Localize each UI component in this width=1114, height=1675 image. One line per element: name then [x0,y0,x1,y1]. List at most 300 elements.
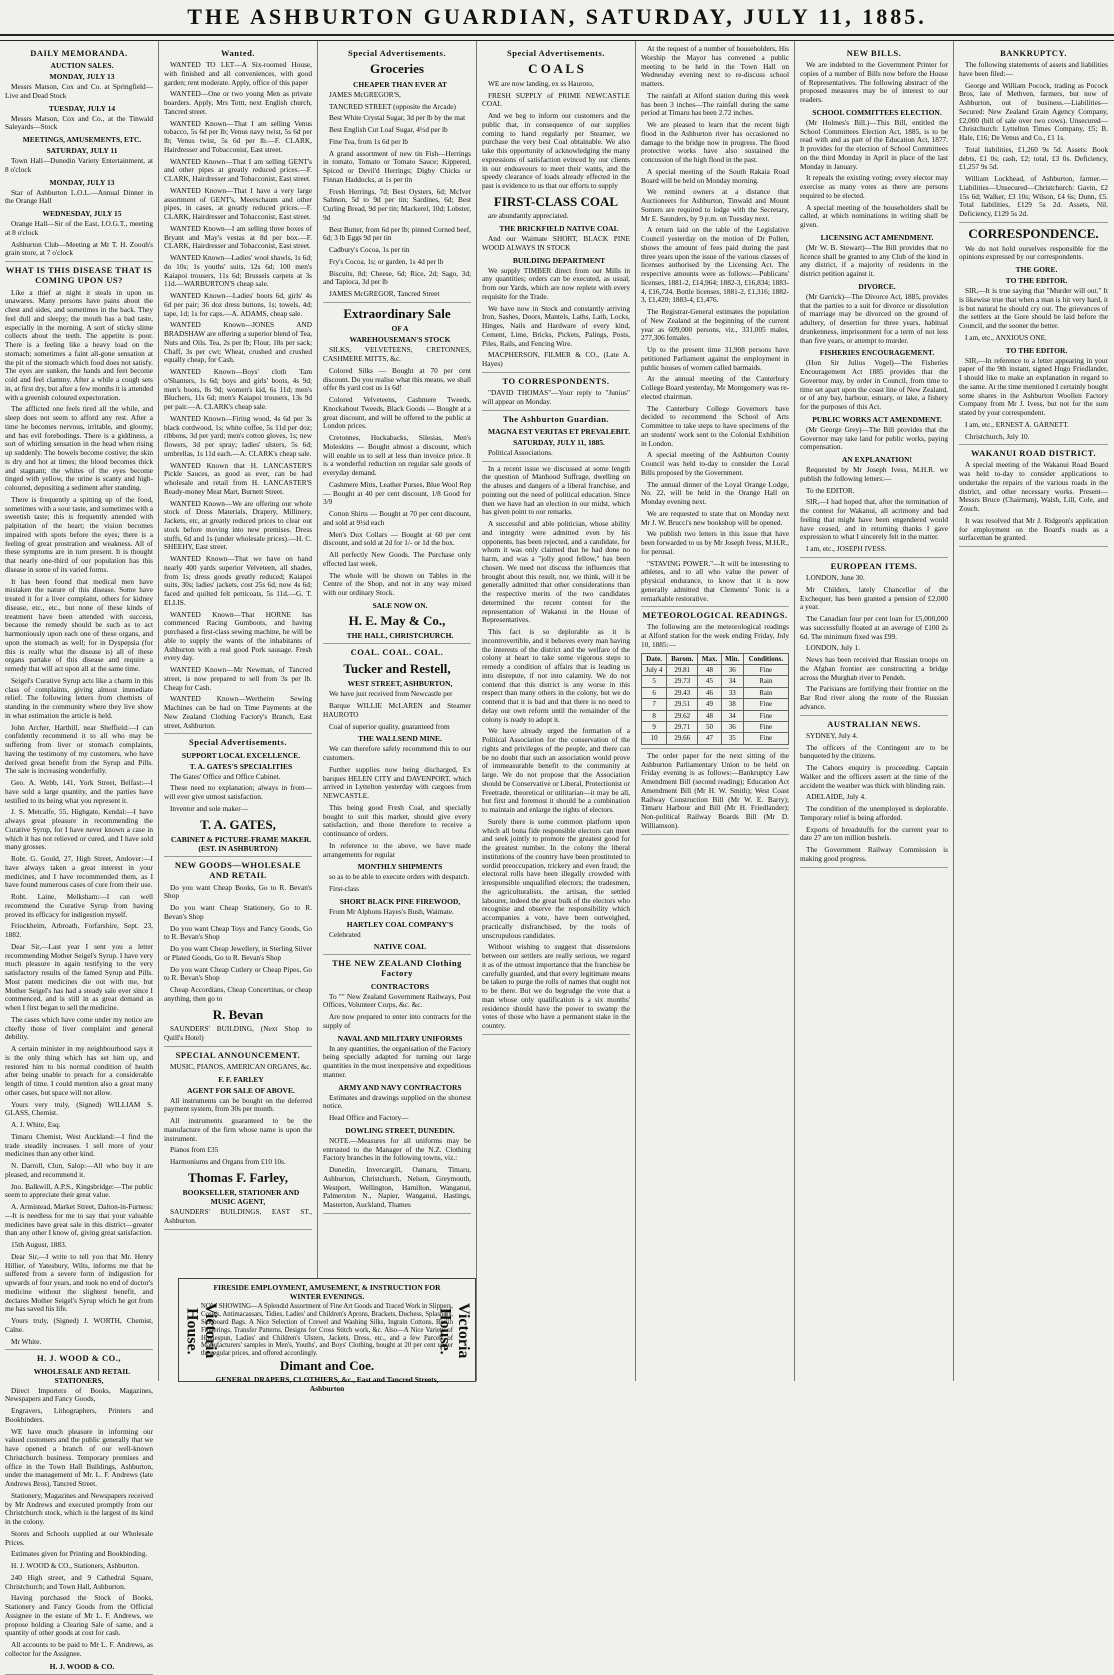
text-block: The order paper for the next sitting of the Ashburton Parliamentary Union to be held on Friday evening is as follows:—Bankruptcy Law Amendment Bill (second reading); Education Act Amendment Bill (Mr H. W. Smith); West Coast Railway Construction Bill (Mr W. E. Barry); Timaru Harbour and Bill (Mr H. Friedlander); Non-political Railway Boards Bill (Mr D. Williamson). [641,750,789,830]
text-block: WHOLESALE AND RETAIL STATIONERS, [33,1366,131,1385]
table-cell: Fine [743,710,788,721]
text-block: NAVAL AND MILITARY UNIFORMS [337,1033,463,1043]
text-block: WANTED Known—Ladies' wool shawls, 1s 6d; do 10s; 1s youths' suits, 12s 6d; 100 men's Kaiapoi trousers, 11s 6d; Brussels carpets at 3s 11d.—WARBURTON'S cheap sale. [164,253,312,289]
text-block: A. J. White, Esq. [11,1120,61,1130]
table-cell: 8 [642,710,667,721]
table-row [642,722,789,733]
text-block: It was resolved that Mr J. Ridgeon's application for employment on the Board's roads as a surfaceman be granted. [959,515,1108,543]
text-block: Town Hall—Dunedin Variety Entertainment, at 8 o'clock [5,156,153,174]
text-block: Mr White. [11,1336,42,1346]
text-block: And we beg to inform our customers and the public that, in consequence of our supplies coming to hand regularly per Steamer, we purchase the very best Coal obtainable. We also take this opportunity of acknowledging the many expressions of satisfaction evinced by our clients in our endeavours to meet their wants, and the speedy clearance of loads already effected in the past is evidence to us that our efforts to supply [482,111,630,191]
text-block: Do you want Cheap Toys and Fancy Goods, Go to R. Bevan's Shop [164,923,312,942]
text-block: Stationery, Magazines and Newspapers received by Mr Andrews and executed promptly from our Christchurch stock, which is the largest of its kind in the colony. [5,1490,153,1526]
table-cell: 34 [721,676,743,687]
column-1 [0,41,159,1671]
section-heading: Special Advertisements. [507,48,605,58]
section-divider [959,546,1108,547]
text-block: SIR,—In reference to a letter appearing in your paper of the 9th instant, signed Hugo Friedlander, I should like to make an explanation in regard to the same. At the time mentioned I certainly bought some shares in the Ashburton Woollen Factory Company from Mr J. Ivess, but not for the sum stated by your correspondent. [959,355,1108,418]
section-heading: Wanted. [221,48,255,58]
table-row [642,733,789,744]
text-block: WANTED Known—I am selling three boxes of Bryant and May's vestas at 8d per box.—F. CLARK, Hairdresser and Tobacconist, East street. [164,223,312,251]
text-block: The Canadian four per cent loan for £5,000,000 was successfully floated at an average of £100 2s 6d. The minimum fixed was £99. [800,614,948,641]
table-header: Max. [698,653,721,664]
text-block: Total liabilities, £1,260 9s 5d. Assets: Book debts, £1 0s; cash, £2; total, £3 0s. Deficiency, £1,257 9s 5d. [959,144,1108,172]
section-heading: Special Advertisements. [189,737,287,748]
table-cell: 29.43 [667,687,698,698]
text-block: A special meeting of the Wakanui Road Board was held to-day to consider applications to undertake the repairs of the various roads in the district, and other necessary works. Present—Messrs Bruce (Chairman), Walsh, Lill, Cole, and Zouch. [959,460,1108,514]
table-cell: 47 [698,733,721,744]
section-divider [5,261,153,262]
fireside-text: NOW SHOWING—A Splendid Assortment of Fine Art Goods and Traced Work in Slippers, Cosies, Antimacassars, Tidies, Ladies' and Children's Aprons, Brackets, Duchess, Splashers, Sideboard Bags. A Nice Selection of Crewel and Washing Silks, Ingrain Cottons, Berlin Fingerings, Transfer Patterns, Designs for Cross Stitch work, &c. Also—A Nice Variety of Homespun, Ladies' and Children's Ulsters, Jackets, Dress, etc., and a few Parcels of Manufacturers' samples in Men's, Youths', and Boys' Clothing, bought at 20 per cent under the regular prices, and offered accordingly. [201,1303,453,1358]
text-block: FRESH SUPPLY of PRIME NEWCASTLE COAL [482,90,630,109]
section-divider [164,1046,312,1047]
section-divider [323,954,471,955]
text-block: SAUNDERS' BUILDINGS, EAST ST., Ashburton. [164,1207,312,1226]
text-block: WANTED Known—Mr Newman, of Tancred street, is now prepared to sell from 3s per lb. Cheap for Cash. [164,665,312,692]
text-block: We are requested to state that on Monday next Mr J. W. Brucci's new bookshop will be opened. [641,508,789,527]
section-divider [482,372,630,373]
text-block: LICENSING ACT AMENDMENT. [820,232,934,242]
text-block: We can therefore safely recommend this to our customers. [323,744,471,762]
text-block: Best White Crystal Sugar, 3d per lb by the mat [329,113,466,123]
text-block: It has been found that medical men have mistaken the nature of this disease. Some have treated it for a liver complaint, others for kidney disease, etc., etc., but none of these kinds of treatment have been attended with success, because the remedy should be such as to act harmoniously upon each one of these organs, and upon the stomach as well; for in Dyspepsia (for this is really what the disease is) all of these organs partake of this disease and require a remedy that will act upon all at the same time. [5,576,153,674]
text-block: FIRST-CLASS COAL [493,193,619,209]
text-block: WANTED Known—Boys' cloth Tam o'Shanters, 1s 6d; boys and girls' boots, 4s 9d; men's boots, 8s 9d; women's kid, 6s 11d; men's Bluchers, 11s 6d; men's Kaiapoi trousers, 13s 9d per pair.—A. CLARK's cheap sale. [164,367,312,412]
text-block: MEETINGS, AMUSEMENTS, ETC. [22,135,142,145]
text-block: We publish two letters in this issue that have been forwarded to us by Mr Joseph Ivess, M.H.R., for perusal. [641,529,789,556]
table-cell: 36 [721,722,743,733]
text-block: TO THE EDITOR. [1005,276,1068,286]
text-block: The officers of the Contingent are to be banqueted by the citizens. [800,742,948,761]
text-block: In reference to the above, we have made arrangements for regular [323,840,471,859]
table-cell: 5 [642,676,667,687]
section-divider [482,410,630,411]
text-block: C O A L S [528,61,584,77]
text-block: MONDAY, JULY 13 [49,177,115,187]
section-divider [323,1213,471,1214]
text-block: AUCTION SALES. [50,61,114,71]
text-block: HARTLEY COAL COMPANY'S [346,919,454,929]
text-block: Robt. Laine, Melksham:—I can well recommend the Curative Syrup from having proved its efficacy for indigestion myself. [5,892,153,919]
text-block: Thomas F. Farley, [188,1169,288,1185]
text-block: Without wishing to suggest that dissensions between our settlers are really serious, we regard it as of the utmost importance that the franchise be carefully guarded, and that every legitimate means be taken to purge the rolls of names that ought not to be there. But we do begrudge the vote that a man whose only qualification is a six months' residence should have the power to swamp the votes of those who have a permanent stake in the country. [482,942,630,1030]
text-block: (Mr George Grey)—The Bill provides that the Governor may take land for public works, paying compensation. [800,424,948,452]
table-cell: 49 [698,699,721,710]
table-row [642,676,789,687]
table-cell: 29.66 [667,733,698,744]
text-block: A successful and able politician, whose ability and integrity were admitted even by his opponents, has been rejected, and a candidate, for whom it was only claimed that he had done no harm, and was a "jolly good fellow," has been chosen. We need not discuss the influences that brought about this result, nor, we think, will it be generally admitted that other considerations than the respective merits of the two candidates determined the recent contest for the representation of Wakanui in the House of Representatives. [482,519,630,625]
section-heading: BANKRUPTCY. [1000,48,1067,58]
column-2 [159,41,318,1381]
text-block: WANTED Known—That I am selling GENT's and other pipes at greatly reduced prices.—F. CLARK, Hairdresser and Tobacconist, East street. [164,156,312,184]
table-header: Barom. [667,653,698,664]
section-divider [641,606,789,607]
text-block: NATIVE COAL [373,942,427,952]
text-block: WANTED Known—Firing wood, 4s 6d per 3s black cordwood, 1s; white coffee, 5s 11d per doz; ribbons, 3d per yard; men's cotton gloves, 1s; new flowers, 3d per spray; ladies' ulsters, 5s 6d; umbrellas, 1s 11d each.—A. CLARK's cheap sale. [164,413,312,458]
text-block: AGENT FOR SALE OF ABOVE. [187,1085,295,1095]
text-block: WANTED Known—That HORNE has commenced Racing Gumboots, and having purchased a first-class sewing machine, he will be able to supply the wants of the inhabitants of Ashburton with a real good Pork sausage. Fresh every day. [164,609,312,663]
text-block: SAUNDERS' BUILDING, (Next Shop to Quill's Hotel) [164,1024,312,1042]
text-block: CHEAPER THAN EVER AT [352,79,448,89]
section-heading: EUROPEAN ITEMS. [830,560,918,571]
text-block: Jno. Balkwill, A.P.S., Kingsbridge:—The public seem to appreciate their great value. [5,1181,153,1200]
text-block: TANCRED STREET (opposite the Arcade) [329,101,456,111]
table-cell: 7 [642,699,667,710]
text-block: WAREHOUSEMAN'S STOCK [349,335,451,345]
text-block: SIR,—I had hoped that, after the termination of the contest for Wakanui, all acrimony and bad feeling that might have been engendered would have ceased, and in returning thanks I gave expression to what I sincerely felt in the matter. [800,497,948,542]
text-block: This fact is so deplorable as it is incontrovertible, and it behoves every man having the interests of the district and the welfare of the colony at heart to take some vigorous steps to remedy a condition of affairs that is leading us into disrepute, if not into calamity. We do not contend that this district is any worse in this respect than many others in the colony, but we do contend that it is bad and that there is no need to delay our own reform until the remainder of the colony is ready to adopt it. [482,627,630,724]
section-heading: AUSTRALIAN NEWS. [827,718,921,729]
column-5 [636,41,795,1381]
text-block: (Mr Garrick)—The Divorce Act, 1885, provides that the parties to a suit for divorce or dissolution of marriage may be divorced on the ground of adultery, of desertion for three years, habitual drunkenness, imprisonment for a term of not less than five years, or attempt to murder. [800,291,948,345]
text-block: F. F. FARLEY [218,1074,264,1084]
text-block: Stores and Schools supplied at our Wholesale Prices. [5,1528,153,1547]
text-block: Cheap Accordians, Cheap Concertinas, or cheap anything, then go to [164,985,312,1003]
text-block: CONTRACTORS [370,981,430,991]
text-block: DIVORCE. [858,281,896,291]
text-block: NOTE.—Measures for all uniforms may be entrusted to the Manager of the N.Z. Clothing Factory branches in the following towns, viz.: [323,1135,471,1163]
section-heading: WHAT IS THIS DISEASE THAT IS COMING UPON US? [5,265,153,286]
text-block: Estimates and drawings supplied on the shortest notice. [323,1092,471,1111]
text-block: SHORT BLACK PINE FIREWOOD, [339,896,461,906]
table-cell: 29.73 [667,676,698,687]
text-block: "DAVID THOMAS"—Your reply to "Junius" will appear on Monday. [482,388,630,406]
text-block: Exports of breadstuffs for the current year to date 27 are ten million bushels. [800,824,948,843]
table-cell: 10 [642,733,667,744]
table-cell: 9 [642,722,667,733]
table-cell: 45 [698,676,721,687]
text-block: The following statements of assets and liabilities have been filed:— [959,60,1108,78]
text-block: SIR,—It is true saying that "Murder will out." It is likewise true that when a man is hit very hard, it is but natural he should cry out. The grievances of the settlers at the Gore should be laid before the Council, and the sooner the better. [959,286,1108,331]
text-block: Geo. A. Webb, 141, York Street, Belfast:—I have sold a large quantity, and the parties have testified to its being what you represent it. [5,778,153,805]
text-block: We do not hold ourselves responsible for the opinions expressed by our correspondents. [959,243,1108,262]
text-block: There is frequently a spitting up of the food, sometimes with a sour taste, and sometimes with a sweetish taste; this is frequently attended with palpitation of the heart; the vision becomes impaired with spots before the eyes; there is a feeling of great prostration and weakness. All of these symptoms are in turn present. It is thought that nearly one-third of our population has this disease in some of its varied forms. [5,494,153,574]
text-block: This being good Fresh Coal, and specially bought to suit this market, should give every satisfaction, and those therefore to receive a continuance of orders. [323,802,471,838]
text-block: R. Bevan [212,1006,264,1022]
section-divider [800,715,948,716]
text-block: These need no explanation; always in front—will ever give utmost satisfaction. [164,783,312,802]
text-block: Harmoniums and Organs from £10 10s. [170,1157,286,1167]
text-block: SATURDAY, JULY 11, 1885. [513,437,605,447]
section-divider [482,461,630,462]
text-block: Coal of superior quality, guaranteed from [329,721,450,731]
text-block: Messrs Matson, Cox and Co. at Springfield—Live and Dead Stock [5,82,153,100]
text-block: And our Waimate SHORT, BLACK PINE WOOD ALWAYS IN STOCK [482,234,630,252]
text-block: THE GORE. [1015,265,1058,275]
text-block: Best English Cut Loaf Sugar, 4½d per lb [329,125,448,135]
table-cell: Fine [743,665,788,676]
text-block: A. Armistead, Market Street, Dalton-in-Furness:—It is needless for me to say that your valuable medicines have great sale in this district—greater than any other I know of, giving great satisfaction. [5,1202,153,1238]
table-cell: 29.51 [667,699,698,710]
text-block: Messrs Matson, Cox and Co., at the Tinwald Saleyards—Stock [5,113,153,132]
text-block: All accounts to be paid to Mr L. F. Andrews, as collector for the Assignee. [5,1640,153,1658]
section-heading: NEW GOODS—WHOLESALE AND RETAIL [174,860,302,881]
table-cell: Fine [743,699,788,710]
text-block: A special meeting of the householders shall be called, at which nominations in writing shall be given. [800,202,948,230]
text-block: so as to be able to execute orders with despatch. [329,872,470,882]
table-cell: 48 [698,710,721,721]
text-block: H. E. May & Co., [348,612,446,628]
section-heading: WAKANUI ROAD DISTRICT. [971,448,1096,459]
text-block: J. S. Metcalfe, 55, Highgate, Kendal:—I have always great pleasure in recommending the Curative Syrup, for I have never known a case in which it has not relieved or cured, and I have sold many grosses. [5,807,153,852]
section-divider [482,1034,630,1035]
section-heading: THE NEW ZEALAND Clothing Factory [332,958,462,979]
text-block: To "" New Zealand Government Railways, Post Offices, Volunteer Corps, &c. &c. [323,991,471,1010]
text-block: From Mr Alphons Hayes's Bush, Waimate. [329,906,454,916]
text-block: Do you want Cheap Stationery, Go to R. Bevan's Shop [164,903,312,921]
text-block: Engravers, Lithographers, Printers and Bookbinders. [5,1406,153,1424]
table-cell: July 4 [642,665,667,676]
text-block: THE WALLSEND MINE. [358,734,442,744]
text-block: We have already urged the formation of a Political Association for the conservation of the rights and privileges of the people, and there can be no doubt that such an association would prove of immeasurable benefit to the community at large. We do not propose that the Association should be Conservative or Liberal, Protectionist or Freetrade, theoretical or utilitarian—it may be all, but first and foremost it should be a combination to maintain and enlarge the rights of electors. [482,726,630,814]
table-row [642,687,789,698]
meteorological-table [641,653,789,745]
text-block: Like a thief at night it steals in upon us unawares. Many persons have pains about the chest and sides, and sometimes in the back. They feel dull and sleepy; the mouth has a bad taste, especially in the morning. A sort of sticky slime collects about the teeth. The appetite is poor. There is a feeling like a heavy load on the stomach; sometimes a faint all-gone sensation at the pit of the stomach which food does not satisfy. The eyes are sunken, the hands and feet become cold and feel clammy. After a while a cough sets in, at first dry, but after a few months it is attended with a greenish coloured expectoration. [5,287,153,402]
text-block: The Gates' Office and Office Cabinet. [170,771,281,781]
text-block: Star of Ashburton L.O.L.—Annual Dinner in the Orange Hall [5,187,153,206]
text-block: (Mr W. B. Stewart)—The Bill provides that no licence shall be granted to any Club of the kind in any district, if a majority of residents in the district petition against it. [800,242,948,279]
text-block: Yours very truly, (Signed) WILLIAM S. GLASS, Chemist. [5,1099,153,1118]
text-block: Dear Sir,—Last year I sent you a letter recommending Mother Seigel's Syrup. I have very much pleasure in again testifying to the very satisfactory results of the famed Syrup and Pills. Most patent medicines die out with me, but Mother Seigel's has had a steady sale ever since I commenced, and is still in as great demand as when I first began to sell the medicine. [5,941,153,1013]
section-divider [800,557,948,558]
table-header: Min. [721,653,743,664]
fireside-heading: FIRESIDE EMPLOYMENT, AMUSEMENT, & INSTRUCTION FOR WINTER EVENINGS. [213,1283,441,1301]
text-block: Direct Importers of Books, Magazines, Newspapers and Fancy Goods, [5,1385,153,1404]
text-block: Celebrated [329,929,361,939]
text-block: LONDON, July 1. [806,643,860,653]
text-block: The cases which have come under my notice are chiefly those of liver complaint and general debility. [5,1014,153,1042]
text-block: AN EXPLANATION! [841,455,913,465]
text-block: We are indebted to the Government Printer for copies of a number of Bills now before the House of Representatives. The following abstract of the proposed measures may be of interest to our readers. [800,60,948,105]
text-block: The afflicted one feels tired all the while, and sleep does not seem to afford any rest. After a time he becomes nervous, irritable, and gloomy, and has evil forebodings. There is a giddiness, a sort of whirling sensation in the head when rising up suddenly. The bowels become costive; the skin is dry and hot at times; the blood becomes thick and stagnant; the whites of the eyes become tinged with yellow, the urine is scanty and high-coloured, depositing a sediment after standing. [5,404,153,493]
text-block: are abundantly appreciated. [488,211,569,221]
text-block: Fine Tea, from 1s 6d per lb [329,136,408,146]
text-block: Barque WILLIE McLAREN and Steamer HAUROTO [323,701,471,719]
text-block: The annual dinner of the Loyal Orange Lodge, No. 22, will be held in the Orange Hall on Monday evening next. [641,479,789,506]
text-block: BUILDING DEPARTMENT [512,255,606,265]
text-block: To the EDITOR. [806,485,855,495]
text-block: The Parisians are fortifying their frontier on the Bar Rud river along the route of the Russian advance. [800,684,948,711]
section-heading: DAILY MEMORANDA. [30,48,128,58]
fireside-address: GENERAL DRAPERS, CLOTHIERS, &c., East and Tancred Streets, Ashburton [215,1374,439,1393]
table-cell: 34 [721,710,743,721]
text-block: Seigel's Curative Syrup acts like a charm in this class of complaints, giving almost immediate relief. The following letters from chemists of standing in the community where they live show in what estimation the article is held. [5,675,153,720]
column-7 [954,41,1113,1381]
text-block: The Canterbury College Governors have decided to recommend the School of Arts Committee to take steps to have specimens of the art students' work sent to the Colonial Exhibition in London. [641,403,789,448]
table-cell: 36 [721,665,743,676]
text-block: Fry's Cocoa, 1s; or garden, 1s 4d per lb [329,256,444,266]
text-block: In any quantities, the organisation of the Factory being specially adapted for turning out large quantities in the most inexpensive and expeditious manner. [323,1043,471,1079]
text-block: WANTED Known—Wertheim Sewing Machines can be had on Time Payments at the New Zealand Clothing Factory's Branch, East street, Ashburton. [164,694,312,730]
text-block: BOOKSELLER, STATIONER AND MUSIC AGENT, [182,1188,300,1207]
text-block: A special meeting of the South Rakaia Road Board will be held on Monday morning. [641,166,789,185]
text-block: George and William Pocock, trading as Pocock Bros, late of Methven, farmers, but now of Ashburton, out of business.—Liabilities—Secured: New Zealand Grain Agency Company, £2,000 (bill of sale over two cows). Unsecured—Christchurch: Lyttelton Times Company, £5; B. Hale, £16; De Venus and Co., £1 1s. [959,80,1108,143]
section-divider [641,748,789,749]
text-block: Ashburton Club—Meeting at Mr T. H. Zoouh's grain store, at 7 o'clock [5,239,153,258]
section-heading: SPECIAL ANNOUNCEMENT. [175,1049,301,1060]
fireside-firm: Dimant and Coe. [279,1357,375,1373]
text-block: H. J. WOOD & CO. [49,1661,115,1671]
text-block: The Government Railway Commission is making good progress. [800,845,948,863]
section-heading: H. J. WOOD & CO., [37,1353,121,1364]
table-cell: 29.71 [667,722,698,733]
text-block: We have just received from Newcastle per [329,689,453,699]
text-block: THE BRICKFIELD NATIVE COAL [499,224,619,234]
text-block: SALE NOW ON. [372,600,428,610]
text-block: We have now in Stock and constantly arriving Iron, Sashes, Doors, Mantels, Laths, Lath, Locks, Hinges, Nails and Hardware of every kind, Cement, Lime, Bricks, Pickets, Palings, Posts, Piles, Rails, and Fencing Wire. [482,303,630,348]
text-block: SYDNEY, July 4. [806,730,858,740]
text-block: THE HALL, CHRISTCHURCH. [346,631,454,641]
table-header: Date. [642,653,667,664]
text-block: It repeals the existing voting; every elector may exercise as many votes as there are persons required to be elected. [800,173,948,200]
text-block: Best Butter, from 6d per lb; pinned Corned beef, 6d; 3 lb Eggs 9d per tin [323,224,471,243]
section-divider [800,867,948,868]
section-heading: Special Advertisements. [348,48,446,58]
section-heading: The Ashburton Guardian. [502,413,610,424]
table-cell: Rain [743,676,788,687]
section-heading: COAL. COAL. COAL. [350,647,444,658]
text-block: TUESDAY, JULY 14 [48,103,116,113]
text-block: The Registrar-General estimates the population of New Zealand at the beginning of the current year as 609,000 persons, viz., 331,005 males, 277,306 females. [641,307,789,343]
text-block: Cotton Shirts — Bought at 70 per cent discount, and sold at 9½d each [323,509,471,527]
text-block: Robt. G. Gould, 27, High Street, Andover:—I have always taken a great interest in your medicines, and I have recommended them, as I have found numerous cases of cure from their use. [5,854,153,890]
text-block: JAMES McGREGOR'S, [329,89,401,99]
column-3 [318,41,477,1381]
table-cell: 6 [642,687,667,698]
text-block: LONDON, June 30. [806,573,865,583]
text-block: WANTED Known—JONES AND BRADSHAW are offering a superior blend of Tea, Nuts and Oils. Tea, 2s per lb; Flour, 18s per sack; Chaff, 3s per cwt; Wheat, crushed and crushed equally cheap, for Cash. [164,320,312,365]
text-block: Estimates given for Printing and Bookbinding. [11,1549,148,1559]
text-block: Friockheim, Arbroath, Forfarshire, Sept. 23, 1882. [5,921,153,940]
text-block: Colored Silks — Bought at 70 per cent discount. Do you realise what this means, we shall offer 8s yard cost us 1s 6d! [323,365,471,393]
text-block: Cadbury's Cocoa, 1s per tin [329,245,410,255]
text-block: Do you want Cheap Cutlery or Cheap Pipes, Go to R. Bevan's Shop [164,964,312,983]
text-block: WANTED Known—Ladies' boots 6d, girls' 4s 6d per pair; 36 doz dress buttons, 1s; towels, 4d; tape, 1d; 1s for caps.—A. ADAMS, cheap sale. [164,291,312,318]
text-block: At the request of a number of householders, His Worship the Mayor has convened a public meeting to be held in the Town Hall on Wednesday evening next to re-discuss school matters. [641,44,789,88]
text-block: I am, etc., ANXIOUS ONE. [965,332,1047,342]
section-divider [5,1674,153,1675]
section-divider [323,302,471,303]
table-header: Conditions. [743,653,788,664]
table-cell: 46 [698,687,721,698]
victoria-house-right: Victoria House. [436,1303,472,1359]
text-block: N. Darroll, Clun, Salop:—All who buy it are pleased, and recommend it. [5,1161,153,1179]
text-block: MUSIC, PIANOS, AMERICAN ORGANS, &c. [170,1061,312,1071]
text-block: Fresh Herrings, 7d; Best Oysters, 6d; McIver Salmon, 5d to 9d per tin; Sardines, 6d; Best Curling Bread, 9d per tin; Mackerel, 10d; Lobster, 9d [323,186,471,222]
section-heading: Extraordinary Sale [343,305,451,321]
text-block: Political Associations. [488,447,553,457]
text-block: MONTHLY SHIPMENTS [357,862,443,872]
text-block: WANTED—One or two young Men as private boarders. Apply, Mrs Tottt, next English church, Tancred street. [164,89,312,116]
text-block: Dunedin, Invercargill, Oamaru, Timaru, Ashburton, Christchurch, Nelson, Greymouth, Westport, Wellington, Hamilton, Wanganui, Palmerston N., Napier, Wanganui, Hastings, Masterton, Auckland, Thames [323,1165,471,1210]
table-row [642,699,789,710]
text-block: Yours truly, (Signed) J. WORTH, Chemist, Calne. [5,1316,153,1334]
text-block: "STAVING POWER."—It will be interesting to athletes, and to all who value the power of physical endurance, to know that it is now generally admitted that Clements' Tonic is a remarkable restorative. [641,558,789,603]
text-block: First-class [329,884,359,893]
text-block: Christchurch, July 10. [965,431,1030,441]
text-block: Groceries [370,61,424,77]
table-cell: 35 [721,733,743,744]
text-block: JAMES McGREGOR, Tancred Street [329,289,440,299]
fireside-advertisement [178,1278,476,1393]
text-block: TO THE EDITOR. [1005,345,1068,355]
text-block: SUPPORT LOCAL EXCELLENCE. [181,750,301,760]
text-block: Cretonnes, Huckabacks, Silesias, Men's Moleskins — Bought almost a discount, which will enable us to sell at less than invoice price. It is a wonderful reduction on regular sale goods of everyday demand. [323,433,471,478]
table-cell: 33 [721,687,743,698]
text-block: We remind owners at a distance that Auctioneers for Ashburton, Tinwald and Mount Somers are required to lodge with the Secretary, Mr E. Saunders, by 9 p.m. on Tuesday next. [641,187,789,223]
text-block: (Hon Sir Julius Vogel)—The Fisheries Encouragement Act 1885 provides that the Governor may, by order in Council, from time to time set apart upon the coast line of New Zealand, or of any bay, harbour, estuary, or lake, a fishery for the purposes of this Act. [800,358,948,412]
text-block: Men's Dux Collars — Bought at 60 per cent discount, and sold at 2d for 1/- or 1d the box. [323,529,471,548]
table-cell: Rain [743,687,788,698]
text-block: William Lockhead, of Ashburton, farmer.—Liabilities—Unsecured—Christchurch: Gavin, £2 15s 6d; Walker, £3 10s; Wilson, £4 6s; Dunn, £5. Total liabilities, £129 5s 2d. Assets, Nil. Deficiency, £129 5s 2d. [959,174,1108,219]
text-block: At the annual meeting of the Canterbury College Board yesterday, Mr Montgomery was re-elected chairman. [641,374,789,401]
text-block: DOWLING STREET, DUNEDIN. [345,1125,455,1135]
text-block: OF A [391,324,409,334]
text-block: Tucker and Restell, [343,660,451,676]
text-block: Colored Velveteens, Cashmere Tweeds, Knockabout Tweeds, Black Goods — Bought at a great discount, and will be offered to the public at London prices. [323,395,471,431]
text-block: A return laid on the table of the Legislative Council yesterday on the motion of Dr Pollen, shows the amount of fees paid during the past three years upon the issue of the various classes of licenses authorised by the Licensing Act. The respective amounts were as follows:—Publicans' licenses, 1881-2, £14,964; 1882-3, £16,834; 1883-4, £16,724. Bottle licenses, 1881-2, £1,316; 1882-3, £1,420; 1883-4, £1,476. [641,225,789,305]
text-block: Are now prepared to enter into contracts for the supply of [323,1012,471,1030]
table-cell: 29.62 [667,710,698,721]
text-block: MACPHERSON, FILMER & CO., (Late A. Hayes) [482,350,630,369]
text-block: We supply TIMBER direct from our Mills in any quantities; orders can be executed, as usual, from our Yards, which are now replete with every requisite for the Trade. [482,265,630,301]
text-block: All instruments guaranteed to be the manufacture of the firm whose name is upon the instrument. [164,1116,312,1143]
text-block: The whole will be shown on Tables in the Centre of the Shop, and not in any way mixed with our ordinary Stock. [323,570,471,598]
table-cell: 29.81 [667,665,698,676]
section-heading: METEOROLOGICAL READINGS. [642,610,788,621]
text-block: WEST STREET, ASHBURTON, [347,679,453,689]
section-divider [164,733,312,734]
text-block: Timaru Chemist, West Auckland:—I find the trade steadily increases. I sell more of your medicines than any other kind. [5,1131,153,1159]
text-block: A grand assortment of new tin Fish—Herrings in tomato, Tomato or Tomato Sauce; Kippered, Spiced or Devil'd Herrings; Digby Chicks or Finnan Haddocks, at 1s per tin [323,148,471,184]
text-block: CABINET & PICTURE-FRAME MAKER. (EST. IN ASHBURTON) [170,835,312,854]
text-block: (Mr Holmes's Bill.)—This Bill, entitled the School Committees Election Act, 1885, is to be read with and as part of the Education Act, 1877. It provides for the election of School Committees on the third Monday in April in place of the last Monday in January. [800,117,948,171]
column-6 [795,41,954,1381]
text-block: WE have much pleasure in informing our valued customers and the public generally that we have opened a branch of our well-known Christchurch business. Temporary premises and office in the Town Hall Buildings, Ashburton, under the management of Mr. L. F. Andrews (late Andrews Bros), Tancred Street. [5,1426,153,1488]
text-block: Surely there is some common platform upon which all bona fide responsible electors can meet and seek jointly to promote the greatest good for the greatest number. In the colony the liberal institutions of the country have been prostituted to sordid preoccupation, trickery and even fraud; the electoral rolls have been illegally crowded with irresponsible unqualified electors; the tradesmen, the agriculturalists, the artisan, the settled labourer, indeed the great bulk of the electors who recognise and observe the responsibility which accompanies a vote, have been outweighed, practically disfranchised, by the tools of unscrupulous candidates. [482,816,630,940]
text-block: Having purchased the Stock of Books, Stationery and Fancy Goods from the Official Assignee in the estate of Mr L. F. Andrews, we propose holding a Clearing Sale of same, and a quantity of other goods at cost for cash. [5,1593,153,1638]
text-block: Orange Hall—Sir of the East, I.O.G.T., meeting at 8 o'clock [5,219,153,237]
text-block: WANTED Known—That we have on hand nearly 400 yards superior Velveteen, all shades, from 1s; dress goods greatly reduced; Kaiapoi suits, 30s; ladies' jackets, cost 25s 6d, now 4s 6d; faced and quilted felt petticoats, 5s 11d.—G. T. ELLIS. [164,554,312,607]
text-block: The rainfall at Alford station during this week has been 3 inches—The rainfall during the same period at Timaru has been 2.72 inches. [641,90,789,118]
text-block: We are pleased to learn that the recent high flood in the Ashburton river has occasioned no damage to the bridge now in progress. The flood protective works have also sustained the concussion of the high flood in the past. [641,120,789,164]
table-cell: 38 [721,699,743,710]
text-block: WANTED Known—That I have a very large assortment of GENT's, Meerschaum and other pipes, in cases, at greatly reduced prices.—F. CLARK, Hairdresser and Tobacconist, East street. [164,185,312,222]
text-block: SILKS, VELVETEENS, CRETONNES, CASHMERE MITTS, &c. [323,345,471,364]
table-cell: Fine [743,722,788,733]
text-block: H. J. WOOD & CO., Stationers, Ashburton. [11,1561,139,1570]
text-block: WANTED Known—That I am selling Venus tobacco, 5s 6d per lb; Venus navy twist, 5s 6d per lb; Venus twist, 5s 6d per lb.—F. CLARK, Hairdresser and Tobacconist, East street. [164,118,312,154]
text-block: A certain minister in my neighbourhood says it is the only thing which has set him up, and restored him to his normal condition of health after being unable to preach for a considerable length of time. I could mention also a great many other cases, but space will not allow. [5,1044,153,1097]
text-block: Mr Childers, lately Chancellor of the Exchequer, has been granted a pension of £2,000 a year. [800,584,948,612]
text-block: SATURDAY, JULY 11 [46,146,118,156]
section-divider [164,856,312,857]
section-divider [323,643,471,644]
text-block: WANTED Known that H. LANCASTER'S Pickle Sauces, as good as ever, can be had wholesale and retail from H. LANCASTER'S Ready-money Meat Mart, Burnett Street. [164,460,312,496]
text-block: FISHERIES ENCOURAGEMENT. [819,348,935,358]
section-divider [959,444,1108,445]
text-block: Requested by Mr Joseph Ivess, M.H.R. we publish the following letters:— [800,465,948,483]
text-block: The following are the meteorological readings at Alford station for the week ending Friday, July 10, 1885:— [641,622,789,649]
text-block: 240 High street, and 9 Cathedral Square, Christchurch; and Town Hall, Ashburton. [5,1572,153,1591]
table-row [642,710,789,721]
text-block: T. A. GATES, [200,816,276,832]
text-block: T. A. GATES'S SPECIALITIES [189,761,293,771]
text-block: Inventor and sole maker— [170,803,249,813]
section-divider [5,1349,153,1350]
section-heading: CORRESPONDENCE. [968,225,1099,241]
text-block: PUBLIC WORKS ACT AMENDMENT. [812,414,942,424]
